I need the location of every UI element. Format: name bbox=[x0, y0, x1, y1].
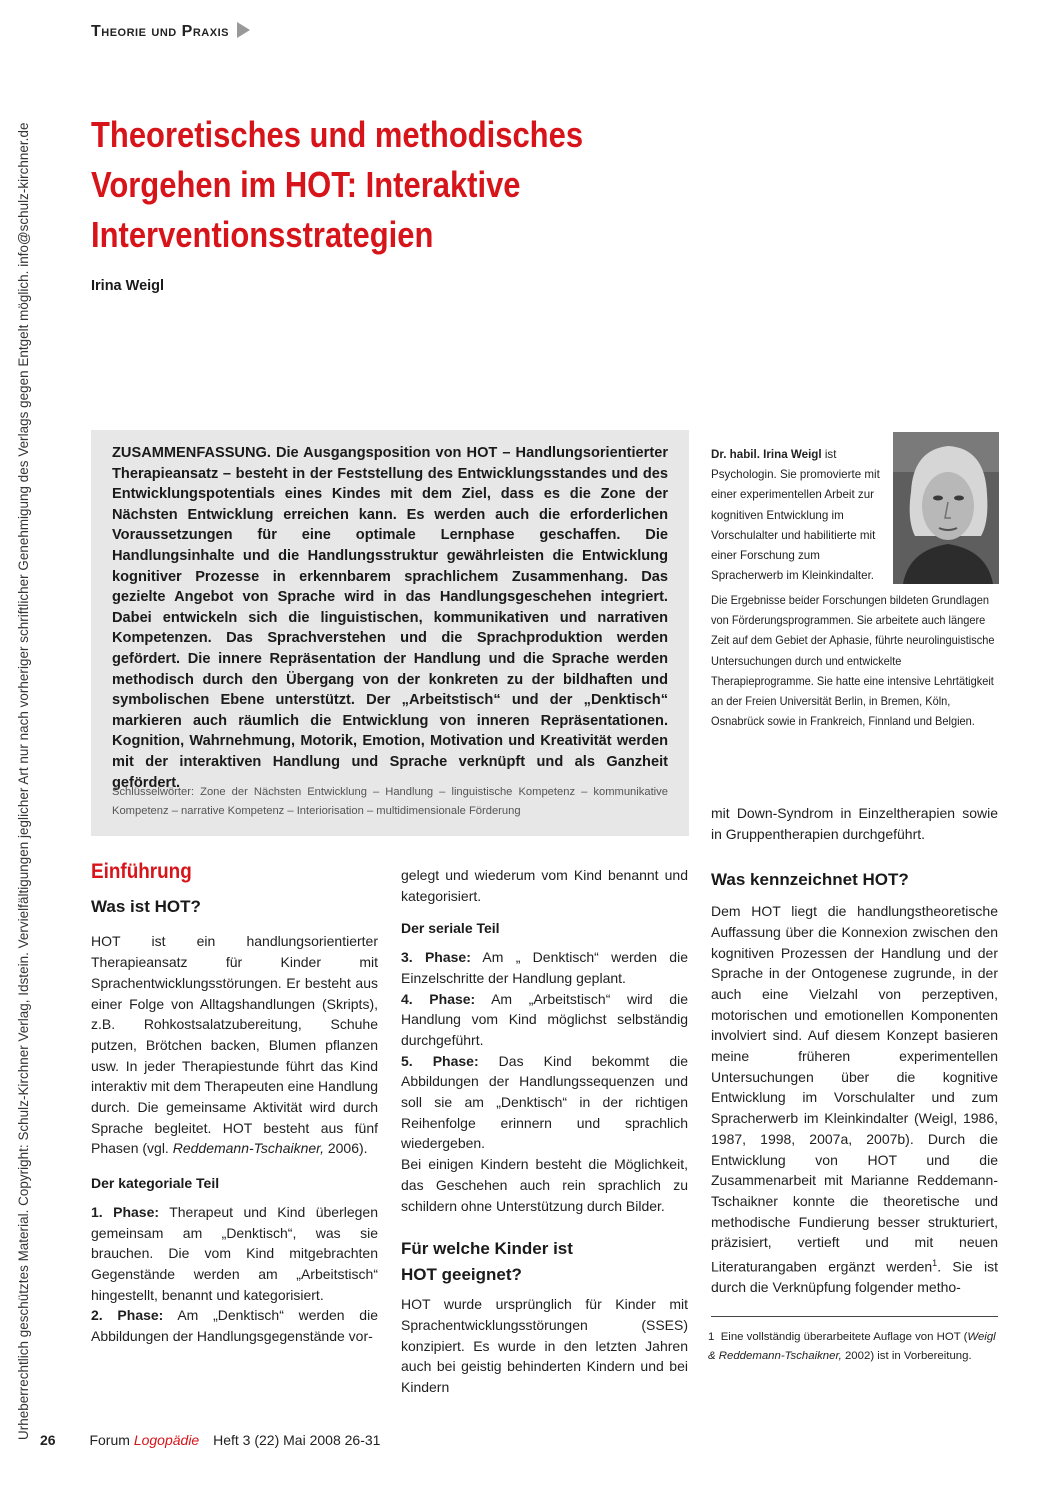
paragraph-phase-4 bbox=[401, 989, 688, 1051]
triangle-icon bbox=[237, 22, 250, 38]
section-label bbox=[91, 22, 250, 41]
footnote-divider bbox=[711, 1316, 998, 1317]
keywords: Schlüsselwörter: Zone der Nächsten Entwicklung – Handlung – linguistische Kompetenz – kommunikative Kompetenz – narrative Kompetenz – Interiorisation – multidimensionale Förderung bbox=[112, 786, 668, 817]
journal-name-accent: Logopädie bbox=[133, 1432, 200, 1448]
paragraph-text: Dem HOT liegt die handlungstheoretische Auffassung über die Konnexion zwischen den kognitiven Prozessen der Handlung und der Sprache in der Ontogenese zugrunde, in der auch eine Vielzahl von perzeptiven, motorischen und emotionellen Komponenten involviert sind. Auf diesem Konzept basieren meine früheren experimentellen Untersuchungen über die kognitive Entwicklung im Vorschulalter und zum Spracherwerb im Kleinkindalter (Weigl, 1986, 1987, 1998, 2007a, 2007b). Durch die Entwicklung von HOT und die Zusammenarbeit mit Marianne Reddemann-Tschaikner konnte die theoretische und methodische Fundierung besser strukturiert, präzisiert, vertieft und mit neuen Literaturangaben ergänzt werden bbox=[711, 903, 998, 1275]
paragraph-text: Am „Denktisch“ werden die Abbildungen der Handlungsgegenstände vor- bbox=[91, 1307, 378, 1345]
author-bio-top bbox=[711, 445, 881, 586]
paragraph-phase-3 bbox=[401, 947, 688, 988]
heading-was-ist-hot: Was ist HOT? bbox=[91, 896, 201, 916]
heading-einfuehrung: Einführung bbox=[91, 860, 192, 883]
paragraph-phase-5 bbox=[401, 1051, 688, 1155]
paragraph-phase-1 bbox=[91, 1202, 378, 1306]
paragraph-text: Therapeut und Kind überlegen gemeinsam am „Denktisch“, was sie brauchen. Die vom Kind mitgebrachten Gegenstände werden am „Arbeitstisch“ hingestellt, benannt und kategorisiert. bbox=[91, 1203, 378, 1303]
paragraph-continuation: gelegt und wiederum vom Kind benannt und kategorisiert. bbox=[401, 867, 688, 904]
paragraph-continuation: mit Down-Syndrom in Einzeltherapien sowie in Gruppentherapien durchgeführt. bbox=[711, 805, 998, 842]
bio-name: Dr. habil. Irina Weigl bbox=[711, 448, 822, 461]
phase-label: 3. Phase: bbox=[401, 949, 471, 966]
footnote-citation: Weigl & Reddemann-Tschaikner, bbox=[708, 1331, 996, 1362]
citation: Reddemann-Tschaikner, bbox=[172, 1140, 324, 1157]
phase-label: 1. Phase: bbox=[91, 1203, 160, 1220]
paragraph-text: . Sie ist durch die Verknüpfung folgender metho- bbox=[711, 1258, 998, 1296]
paragraph-was-ist-hot bbox=[91, 931, 378, 1159]
issue-info: Heft 3 (22) Mai 2008 26-31 bbox=[213, 1432, 381, 1448]
article-author: Irina Weigl bbox=[91, 278, 165, 294]
abstract-text: ZUSAMMENFASSUNG. Die Ausgangsposition von HOT – Handlungsorientierter Therapieansatz – besteht in der Feststellung des Entwicklungsstandes und des Entwicklungspotentials eines Kindes mit dem Ziel, dass es die Zone der Nächsten Entwicklung erreichen kann. Es werden auch die erforderlichen Voraussetzungen für eine optimale Lernphase geschaffen. Die Handlungsinhalte und die Handlungsstruktur gewährleisten die Entwicklung kognitiver Prozesse in erkennbarem sprachlichem Zusammenhang. Das gezielte Angebot von Sprache wird in das Handlungsgeschehen integriert. Dabei entwickeln sich die linguistischen, kommunikativen und narrativen Kompetenzen. Das Sprachverstehen und die Sprachproduktion werden gefördert. Die innere Repräsentation der Handlung und die Sprache werden methodisch durch den Übergang von der konkreten zu der bildhaften und symbolischen Ebene unterstützt. Der „Arbeitstisch“ und der „Denktisch“ markieren auch räumlich die Entwicklung von inneren Repräsentationen. Kognition, Wahrnehmung, Motorik, Emotion, Motivation und Kreativität werden mit der interaktiven Handlung und Sprache verknüpft und als Ganzheit gefördert. bbox=[112, 445, 668, 791]
phase-label: 4. Phase: bbox=[401, 990, 476, 1007]
footnote-text: Eine vollständig überarbeitete Auflage von HOT ( bbox=[720, 1331, 968, 1343]
heading-line: Für welche Kinder ist bbox=[401, 1239, 573, 1259]
paragraph-text: Am „Arbeitstisch“ wird die Handlung vom Kind möglichst selbständig durchgeführt. bbox=[401, 990, 688, 1048]
author-portrait-image bbox=[893, 432, 999, 584]
paragraph-einigen-kindern: Bei einigen Kindern besteht die Möglichkeit, das Geschehen auch rein sprachlich zu schildern ohne Unterstützung durch Bilder. bbox=[401, 1156, 688, 1214]
heading-line: HOT geeignet? bbox=[401, 1265, 522, 1285]
paragraph-kennzeichnet bbox=[711, 901, 998, 1298]
column-2 bbox=[401, 865, 688, 1398]
paragraph-text: HOT ist ein handlungsorientierter Therapieansatz für Kinder mit Sprachentwicklungsstörungen. Er besteht aus einer Folge von Alltagshandlungen (Skripts), z.B. Rohkostsalatzubereitung, Schuhe putzen, Brötchen backen, Blumen pflanzen usw. In jeder Therapiestunde führt das Kind interaktiv mit dem Therapeuten eine Handlung durch. Die gemeinsame Aktivität wird durch Sprache begleitet. HOT besteht aus fünf Phasen (vgl. bbox=[91, 933, 378, 1157]
footnote-text: 2002) ist in Vorbereitung. bbox=[841, 1350, 972, 1362]
page-footer bbox=[40, 1432, 380, 1448]
paragraph-text: 2006). bbox=[323, 1140, 368, 1157]
author-bio-bottom: Die Ergebnisse beider Forschungen bildeten Grundlagen von Förderungsprogrammen. Sie arbeitete auch längere Zeit auf dem Gebiet der Aphasie, führte neurolinguistische Untersuchungen durch und entwickelte Therapieprogramme. Sie hatte eine intensive Lehrtätigkeit an der Freien Universität Berlin, in Bremen, Köln, Osnabrück sowie in Frankreich, Finnland und Belgien. bbox=[711, 594, 995, 729]
heading-was-kennzeichnet: Was kennzeichnet HOT? bbox=[711, 870, 909, 890]
phase-label: 2. Phase: bbox=[91, 1307, 164, 1324]
copyright-side-note: Urheberrechtlich geschütztes Material. Copyright: Schulz-Kirchner Verlag, Idstein. Vervielfältigungen jeglicher Art nur nach vorheriger schriftlicher Genehmigung des Verlags gegen Entgelt möglich. info@schulz-kirchner.de bbox=[16, 122, 31, 1440]
journal-name: Forum bbox=[89, 1432, 130, 1448]
phase-label: 5. Phase: bbox=[401, 1052, 479, 1069]
heading-kategoriale-teil: Der kategoriale Teil bbox=[91, 1175, 220, 1192]
article-title: Theoretisches und methodisches Vorgehen im HOT: Interaktive Interventionsstrategien bbox=[91, 114, 584, 255]
section-label-text: Theorie und Praxis bbox=[91, 23, 229, 40]
paragraph-phase-2 bbox=[91, 1305, 378, 1346]
author-photo bbox=[893, 432, 999, 584]
page-number: 26 bbox=[40, 1432, 56, 1448]
heading-fuer-welche-kinder bbox=[401, 1236, 688, 1288]
footnote bbox=[708, 1328, 1004, 1366]
column-1 bbox=[91, 862, 378, 1347]
bio-text-top: ist Psychologin. Sie promovierte mit einer experimentellen Arbeit zur kognitiven Entwicklung im Vorschulalter und habilitierte mit einer Forschung zum Spracherwerb im Kleinkindalter. bbox=[711, 448, 880, 583]
footnote-number: 1 bbox=[708, 1331, 715, 1343]
paragraph-hot-wurde: HOT wurde ursprünglich für Kinder mit Sprachentwicklungsstörungen (SSES) konzipiert. Es wurde in den letzten Jahren auch bei geistig behinderten Kindern und bei Kindern bbox=[401, 1296, 688, 1396]
column-3 bbox=[711, 803, 998, 1298]
heading-seriale-teil: Der seriale Teil bbox=[401, 920, 500, 937]
paragraph-text: Das Kind bekommt die Abbildungen der Handlungssequenzen und soll sie am „Denktisch“ in der richtigen Reihenfolge erinnern und sprachlich wiedergeben. bbox=[401, 1052, 688, 1152]
footnote-marker[interactable]: 1 bbox=[932, 1258, 938, 1269]
paragraph-text: Am „ Denktisch“ werden die Einzelschritte der Handlung geplant. bbox=[401, 949, 688, 986]
